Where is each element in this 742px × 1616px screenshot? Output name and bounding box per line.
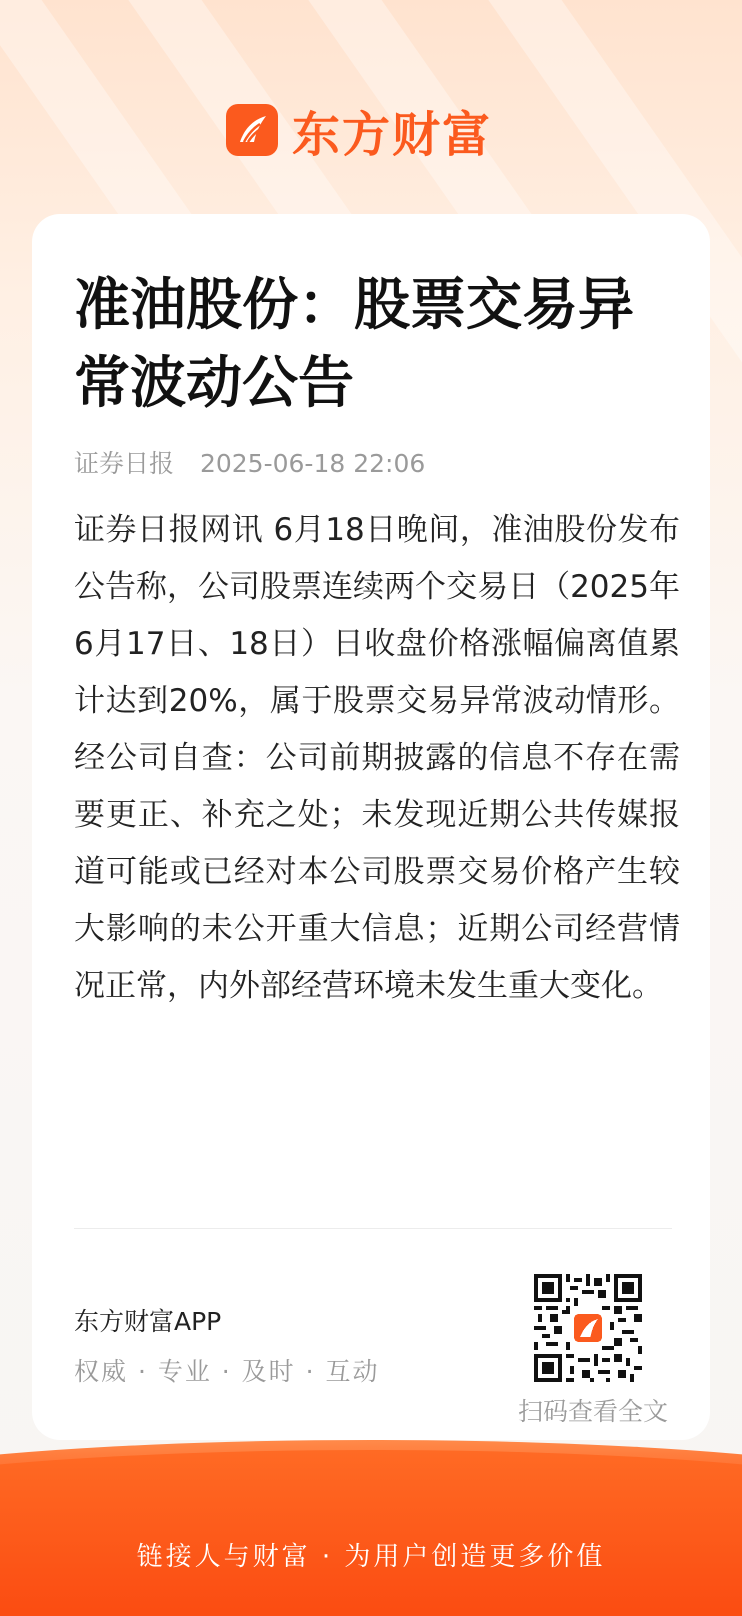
brand-name: 东方财富 xyxy=(292,106,493,163)
brand-logo xyxy=(226,100,493,163)
article-title: 准油股份：股票交易异常波动公告 xyxy=(74,272,634,416)
footer-banner xyxy=(0,1440,742,1616)
footer-tagline: 链接人与财富 · 为用户创造更多价值 xyxy=(136,1542,606,1572)
article-meta xyxy=(74,444,425,480)
article-body: 证券日报网讯 6月18日晚间，准油股份发布公告称，公司股票连续两个交易日（2025年6月17日、18日）日收盘价格涨幅偏离值累计达到20%，属于股票交易异常波动情形。经公司自查：公司前期披露的信息不存在需要更正、补充之处；未发现近期公共传媒报道可能或已经对本公司股票交易价格产生较大影响的未公开重大信息；近期公司经营情况正常，内外部经营环境未发生重大变化。 xyxy=(74,512,680,1004)
footer-wave-inner xyxy=(0,1450,742,1616)
eastmoney-logo-icon xyxy=(226,104,278,156)
qr-code-icon[interactable] xyxy=(534,1274,642,1382)
article-source: 证券日报 xyxy=(74,449,175,478)
scan-label: 扫码查看全文 xyxy=(517,1397,668,1426)
article-card xyxy=(32,214,710,1440)
article-datetime: 2025-06-18 22:06 xyxy=(199,449,426,478)
divider xyxy=(74,1228,672,1229)
promo-slogan: 权威 · 专业 · 及时 · 互动 xyxy=(74,1357,380,1386)
promo-app-name: 东方财富APP xyxy=(74,1307,222,1336)
